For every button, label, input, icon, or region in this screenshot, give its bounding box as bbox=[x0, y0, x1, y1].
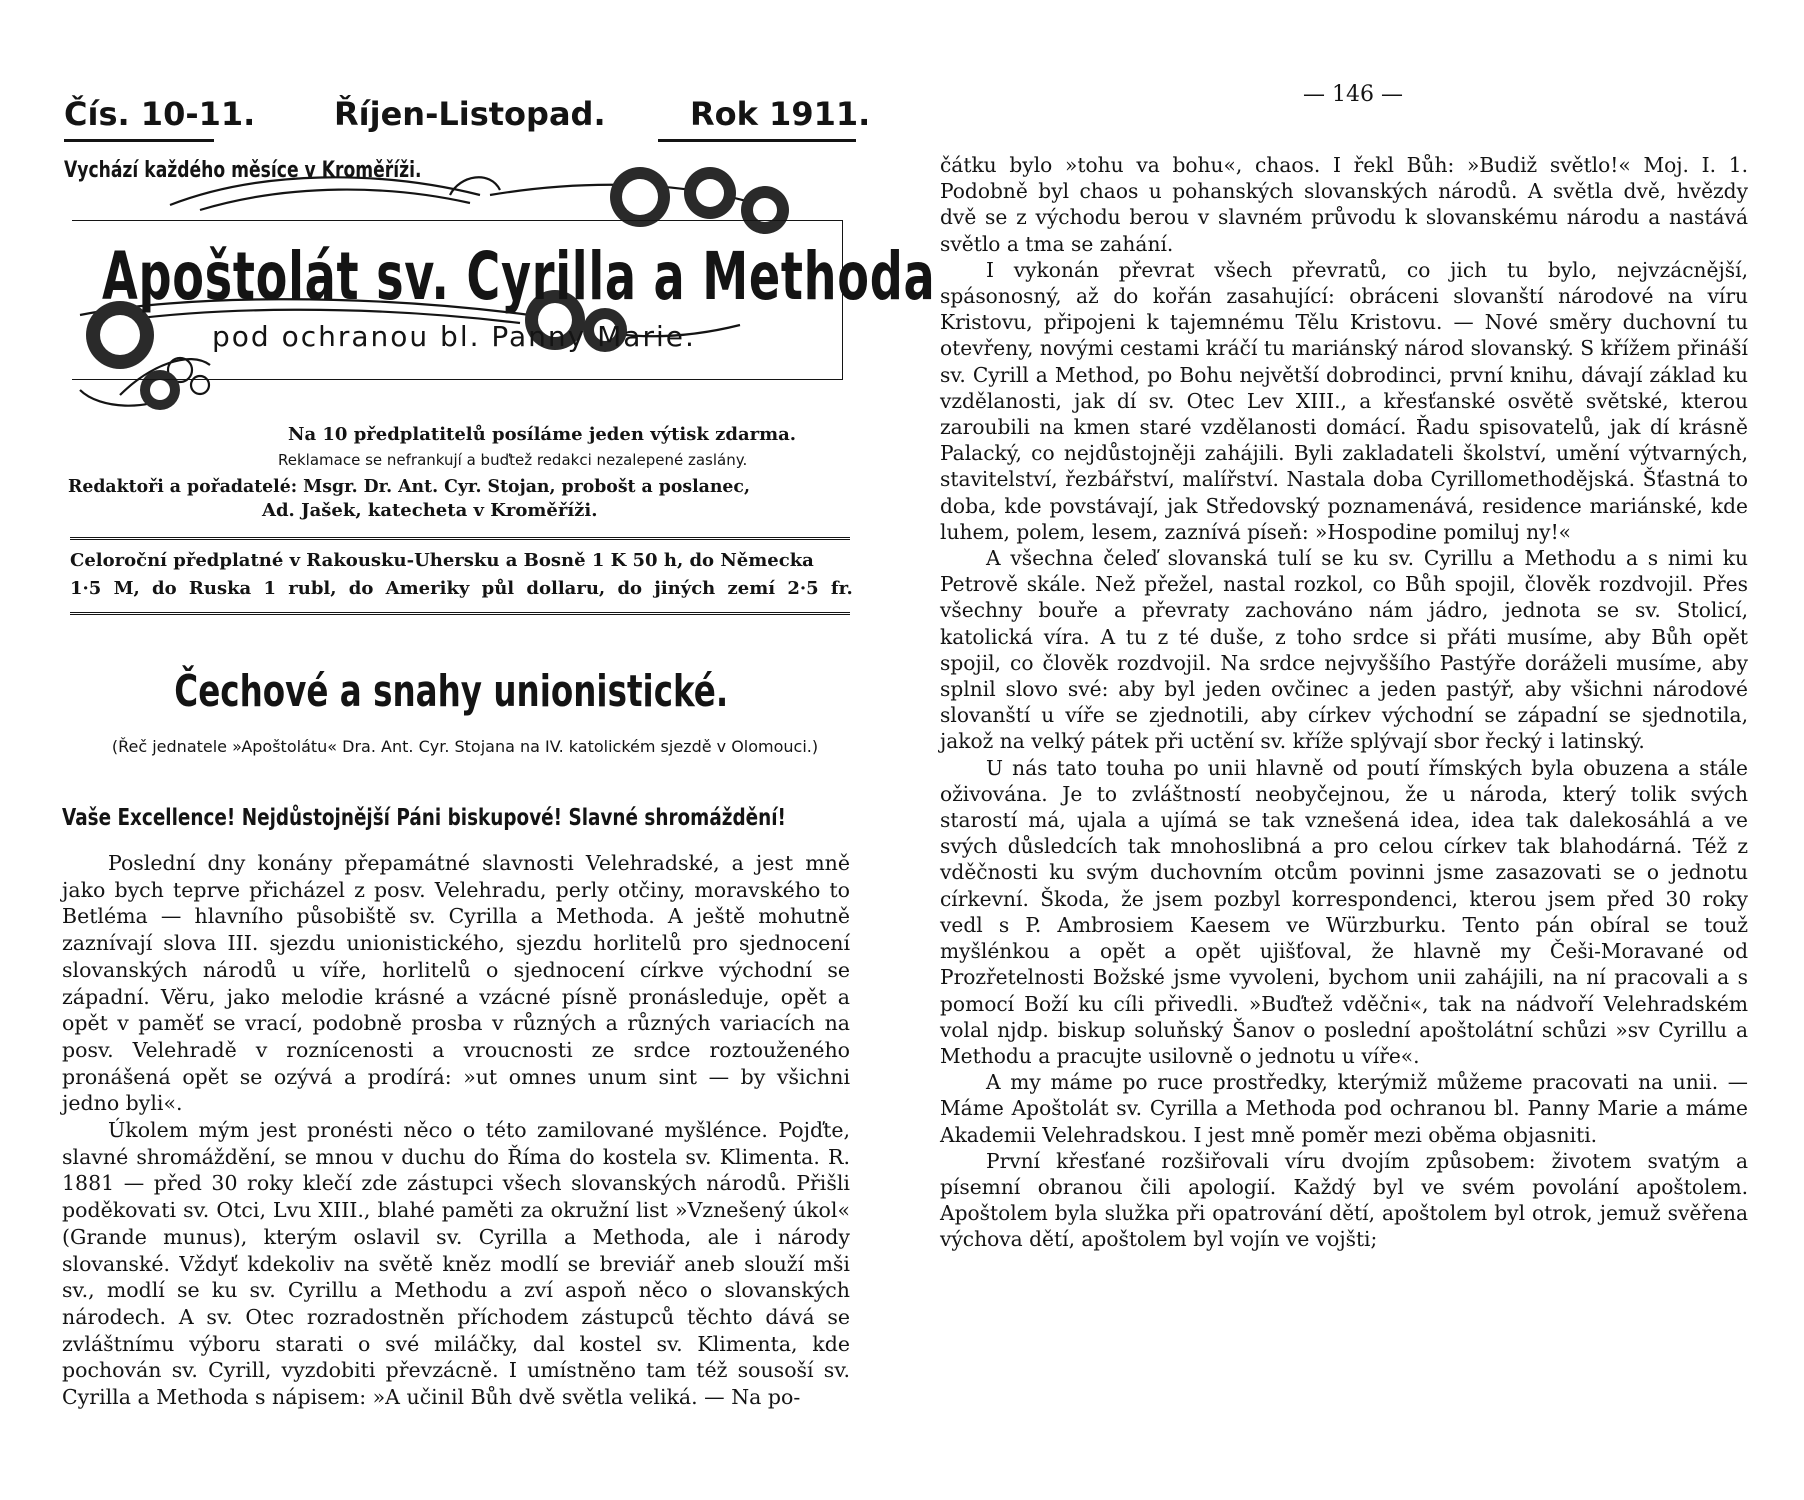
article-title-text: Čechové a snahy unionistické. bbox=[174, 666, 728, 717]
topline-rule-right bbox=[658, 139, 856, 142]
paragraph: čátku bylo »tohu va bohu«, chaos. I řekl Bůh: »Budiž světlo!« Moj. I. 1. Podobně byl chaos u pohanských slovanských národů. A světla dvě, hvězdy dvě se z východu berou v slavném průvodu k slovanskému národu a nastává světlo a tma se zahání. bbox=[940, 153, 1748, 256]
paragraph: U nás tato touha po unii hlavně od poutí římských byla obuzena a stále oživována. Je to zvláštností neobyčejnou, že u národa, který tolik svých starostí má, ujala a ujímá se tak vznešená idea, idea tak dalekosáhlá a ve svých důsledcích tak mnohoslibná a pro celou církev tak blahodárná. Též z vděčnosti ku svým duchovním otcům povinni jsme zasazovati se o jednotu církevní. Škoda, že jsem pozbyl korrespondenci, kterou jsem před 30 roky vedl s P. Ambrosiem Kaesem ve Würzburku. Tento pán obíral se touž myšlénkou a opět a opět ujišťoval, že hlavně my Češi-Moravané od Prozřetelnosti Božské jsme vyvoleni, bychom unii zahájili, na ní pracovali a s pomocí Boží ku cíli přivedli. »Buďtež vděčni«, tak na nádvoří Velehradském volal njdp. biskup soluňský Šanov o poslední apoštolátní schůzi »sv Cyrillu a Methodu a pracujte usilovně o jednotu u víře«. bbox=[940, 755, 1748, 1068]
article-title bbox=[0, 666, 902, 717]
paragraph: I vykonán převrat všech převratů, co jich tu bylo, nejvzácnější, spásonosný, až do kořán zasahující: obráceni slovanští národové na víru Kristovu, připojeni k tajemnému Tělu Kristovu. — Nové směry duchovní tu otevřeny, novými cestami kráčí tu mariánský národ slovanský. S křížem přináší sv. Cyrill a Method, po Bohu největší dobrodinci, první knihu, dávají základ ku vzdělanosti, jak dí sv. Otec Lev XIII., a křesťanské osvětě světské, kterou zaroubili na kmen staré vzdělanosti domácí. Řadu spisovatelů, jak dí krásně Palacký, co nejdůstojněji zahájili. Byli zakladateli školství, umění výtvarných, stavitelství, řezbářství, malířství. Nastala doba Cyrillomethodějská. Šťastná to doba, kde povstávají, jak Středovský poznamenává, residence mariánské, kde luhem, polem, lesem, zaznívá píseň: »Hospodine pomiluj ny!« bbox=[940, 257, 1748, 544]
right-column-text bbox=[940, 152, 1748, 1253]
paragraph: A všechna čeleď slovanská tulí se ku sv. Cyrillu a Methodu a s nimi ku Petrově skále. Než přežel, nastal rozkol, co Bůh spojil, člověk rozdvojil. Přes všechny bouře a převraty zachováno nám jádro, jednota se sv. Stolicí, katolická víra. A tu z té duše, z toho srdce si přáti musíme, aby Bůh opět spojil, co člověk rozdvojil. Na srdce nejvyššího Pastýře doráželi musíme, aby splnil slovo své: aby byl jeden ovčinec a jeden pastýř, aby všichni národové slovanští u víře se zjednotili, aby církev východní se západní se sjednotila, jakož na velký pátek při uctění sv. kříže splývají sbor řecký i latinský. bbox=[940, 546, 1748, 754]
divider-bottom bbox=[70, 612, 850, 615]
journal-subtitle: pod ochranou bl. Panny Marie. bbox=[212, 320, 696, 353]
issue-number: Čís. 10-11. bbox=[64, 95, 256, 133]
paragraph: A my máme po ruce prostředky, kterýmiž můžeme pracovati na unii. — Máme Apoštolát sv. Cyrilla a Methoda pod ochranou bl. Panny Marie a máme Akademii Velehradskou. I jest mně poměr mezi oběma objasniti. bbox=[940, 1070, 1748, 1147]
notice-free-copy: Na 10 předplatitelů posíláme jeden výtisk zdarma. bbox=[288, 424, 797, 445]
paragraph: První křesťané rozšiřovali víru dvojím způsobem: životem svatým a písemní obranou čili apologií. Každý byl ve svém povolání apoštolem. Apoštolem byla služka při opatrování dětí, apoštolem byl otrok, jemuž svěřena výchova dětí, apoštolem byl vojín ve vojšti; bbox=[940, 1148, 1748, 1252]
notice-complaints: Reklamace se nefrankují a buďtež redakci nezalepené zaslány. bbox=[278, 451, 748, 469]
subscription-line-1: Celoroční předplatné v Rakousku-Uhersku a Bosně 1 K 50 h, do Německa bbox=[70, 550, 814, 571]
topline-rule-left bbox=[64, 139, 214, 142]
page-number: — 146 — bbox=[1303, 82, 1403, 107]
paragraph: Poslední dny konány přepamátné slavnosti Velehradské, a jest mně jako bych teprve přicházel z posv. Velehradu, perly otčiny, moravského to Betléma — hlavního působiště sv. Cyrilla a Methoda. A ještě mohutně zaznívají slova III. sjezdu unionistického, sjezdu horlitelů pro sjednocení slovanských národů u víře, horlitelů o sjednocení církve východní se západní. Věru, jako melodie krásné a vzácné písně pronásleduje, opět a opět v paměť se vrací, podobně prosba v různých a různých variacích na posv. Velehradě v roznícenosti a vroucnosti ze srdce roztouženého pronášená opět se ozývá a prodírá: »ut omnes unum sint — by všichni jedno byli«. bbox=[62, 851, 850, 1116]
publish-note: Vychází každého měsíce v Kroměříži. bbox=[64, 158, 422, 183]
editors-line-1: Redaktoři a pořadatelé: Msgr. Dr. Ant. Cyr. Stojan, probošt a poslanec, bbox=[68, 476, 750, 497]
divider-top bbox=[70, 537, 850, 540]
speech-note: (Řeč jednatele »Apoštolátu« Dra. Ant. Cyr. Stojana na IV. katolickém sjezdě v Olomouci.) bbox=[111, 737, 819, 756]
issue-month: Říjen-Listopad. bbox=[334, 95, 606, 133]
editors-line-2: Ad. Jašek, katecheta v Kroměříži. bbox=[262, 500, 598, 521]
left-column-text bbox=[62, 850, 850, 1411]
paragraph: Úkolem mým jest pronésti něco o této zamilované myšlénce. Pojďte, slavné shromáždění, se mnou v duchu do Říma do kostela sv. Klimenta. R. 1881 — před 30 roky klečí zde zástupci všech slovanských národů. Přišli poděkovati sv. Otci, Lvu XIII., blahé paměti za okružní list »Vznešený úkol« (Grande munus), kterým oslavil sv. Cyrilla a Methoda, ale i národy slovanské. Vždyť kdekoliv na světě kněz modlí se breviář aneb slouží mši sv., modlí se ku sv. Cyrillu a Methodu a zví aspoň něco o slovanských národech. A sv. Otec rozradostněn příchodem zástupců těchto dává se zvláštnímu výboru starati o své miláčky, dal kostel sv. Klimenta, kde pochován sv. Cyrill, vyzdobiti převzácně. I umístněno tam též sousoší sv. Cyrilla a Methoda s nápisem: »A učinil Bůh dvě světla veliká. — Na po- bbox=[62, 1118, 850, 1410]
subscription-line-2: 1·5 M, do Ruska 1 rubl, do Ameriky půl dollaru, do jiných zemí 2·5 fr. bbox=[70, 578, 853, 599]
right-page bbox=[902, 0, 1804, 1500]
masthead-topline bbox=[64, 95, 871, 145]
issue-year: Rok 1911. bbox=[690, 95, 871, 133]
salutation: Vaše Excellence! Nejdůstojnější Páni biskupové! Slavné shromáždění! bbox=[62, 805, 786, 831]
journal-title: Apoštolát sv. Cyrilla a Methoda bbox=[102, 238, 936, 315]
